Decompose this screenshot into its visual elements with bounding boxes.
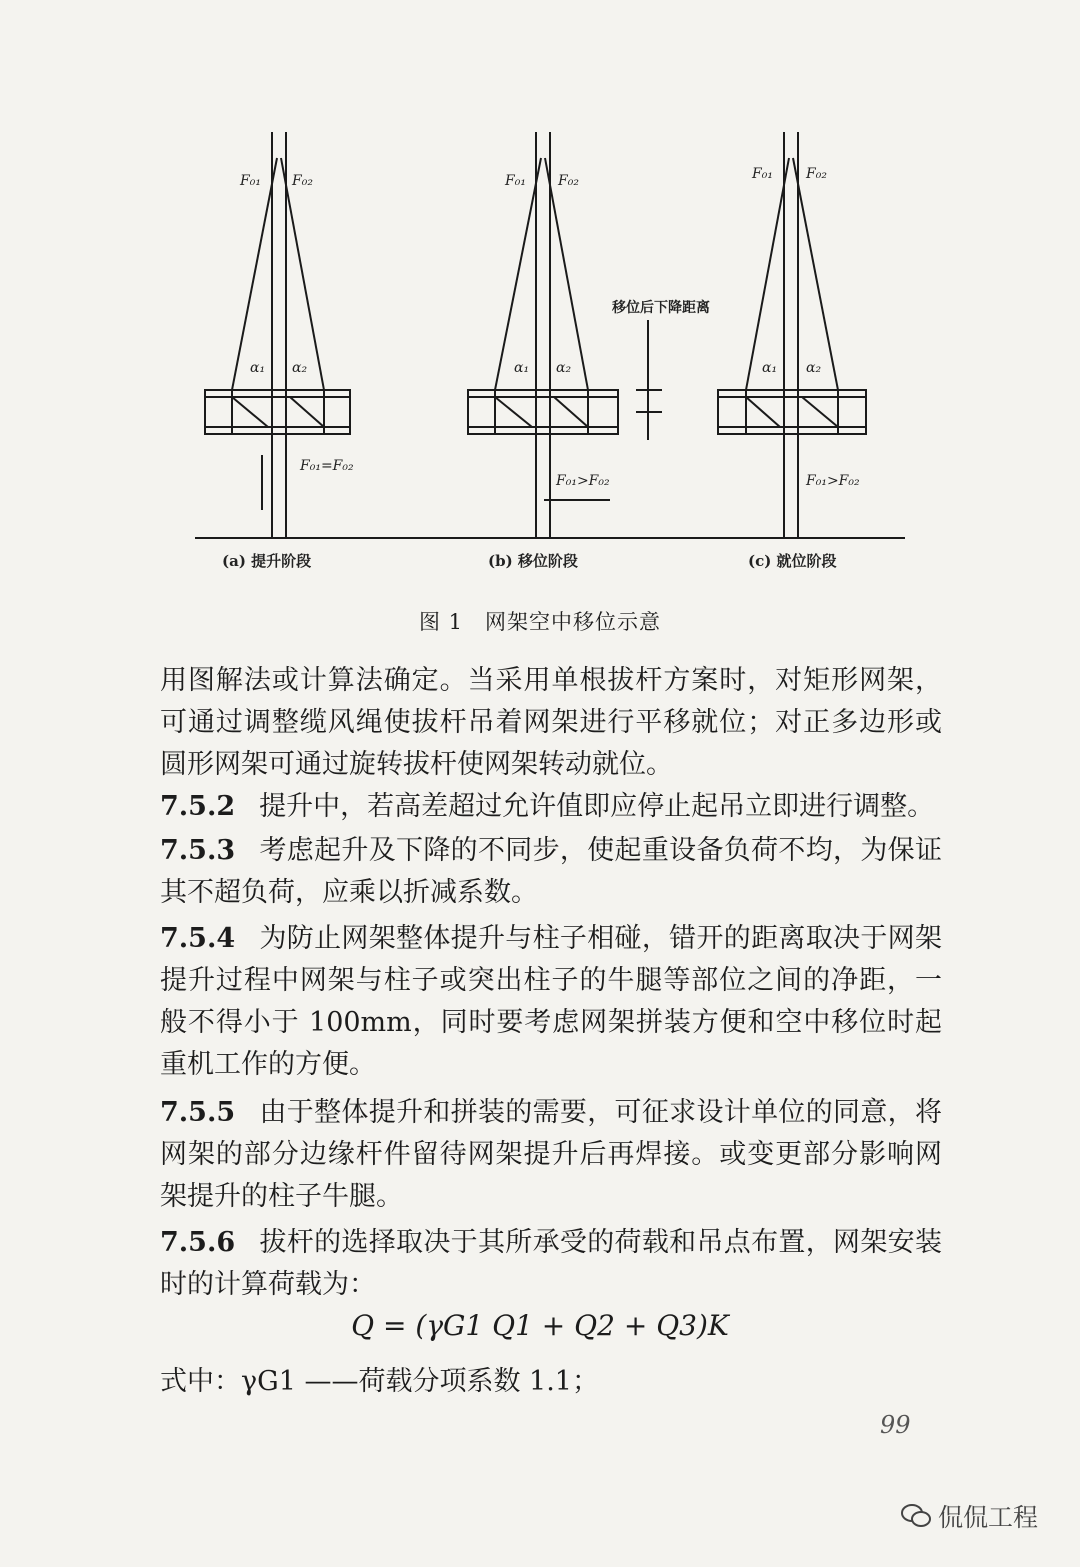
clause-text: 拔杆的选择取决于其所承受的荷载和吊点布置，网架安装时的计算荷载为： [160,1227,942,1300]
clause-7-5-5 [160,1092,942,1218]
clause-7-5-4 [160,918,942,1086]
clause-text: 为防止网架整体提升与柱子相碰，错开的距离取决于网架提升过程中网架与柱子或突出柱子的牛腿等部位之间的净距，一般不得小于 100mm，同时要考虑网架拼装方便和空中移位时起重机工作的方便。 [160,923,942,1080]
clause-7-5-2 [160,786,942,828]
clause-number: 7.5.5 [160,1097,236,1128]
panel-c-force-left: F₀₁ [752,166,773,182]
clause-number: 7.5.4 [160,923,236,954]
panel-c-force-right: F₀₂ [806,166,827,182]
figure-caption: 图 1 网架空中移位示意 [418,610,662,634]
paragraph-intro [160,660,942,786]
page-number: 99 [880,1411,911,1439]
clause-text: 考虑起升及下降的不同步，使起重设备负荷不均，为保证其不超负荷，应乘以折减系数。 [160,835,942,908]
panel-b-angle-right: α₂ [556,360,572,376]
panel-a-force-right: F₀₂ [292,173,313,189]
wechat-icon [900,1502,932,1530]
panel-a-angle-left: α₁ [250,360,266,376]
clause-7-5-3 [160,830,942,914]
paragraph-text: 用图解法或计算法确定。当采用单根拔杆方案时，对矩形网架，可通过调整缆风绳使拔杆吊着网架进行平移就位；对正多边形或圆形网架可通过旋转拔杆使网架转动就位。 [160,665,942,780]
panel-b-caption: (b) 移位阶段 [488,552,578,570]
figure-diagram [0,0,1080,640]
panel-b-note: 移位后下降距离 [612,300,710,316]
panel-a-angle-right: α₂ [292,360,308,376]
clause-number: 7.5.6 [160,1227,236,1258]
clause-text: 由于整体提升和拼装的需要，可征求设计单位的同意，将网架的部分边缘杆件留待网架提升后再焊接。或变更部分影响网架提升的柱子牛腿。 [160,1097,942,1212]
panel-a-caption: (a) 提升阶段 [222,552,312,570]
formula-legend: 式中：γG1 ——荷载分项系数 1.1； [160,1366,599,1397]
clause-number: 7.5.2 [160,791,236,822]
watermark-text: 侃侃工程 [938,1503,1039,1532]
clause-text: 提升中，若高差超过允许值即应停止起吊立即进行调整。 [259,791,935,822]
panel-b-angle-left: α₁ [514,360,530,376]
panel-c-relation: F₀₁>F₀₂ [806,473,860,489]
panel-b-force-left: F₀₁ [505,173,526,189]
panel-c-angle-right: α₂ [806,360,822,376]
clause-7-5-6 [160,1222,942,1306]
panel-a-relation: F₀₁=F₀₂ [300,458,354,474]
panel-c-angle-left: α₁ [762,360,778,376]
load-formula: Q = (γG1 Q1 + Q2 + Q3)K [351,1309,729,1342]
clause-number: 7.5.3 [160,835,236,866]
panel-b-force-right: F₀₂ [558,173,579,189]
watermark [900,1498,1038,1534]
panel-c-caption: (c) 就位阶段 [748,552,837,570]
panel-b-relation: F₀₁>F₀₂ [556,473,610,489]
panel-a-force-left: F₀₁ [240,173,261,189]
